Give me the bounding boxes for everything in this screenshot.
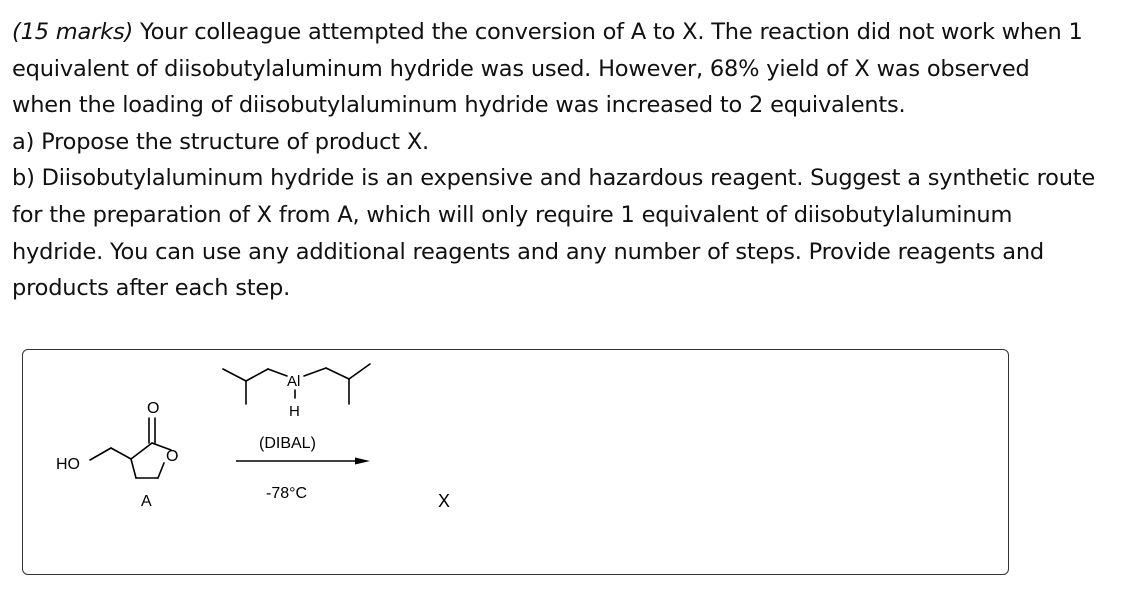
aluminum-label: Al xyxy=(287,373,301,390)
starting-material-structure xyxy=(90,418,171,478)
bond-ch2-calpha xyxy=(111,448,131,459)
hydroxyl-label: HO xyxy=(56,456,80,473)
ring-bond-5 xyxy=(131,459,136,478)
arrow-head xyxy=(355,458,370,465)
part-b-line-1: b) Diisobutylaluminum hydride is an expensive and hazardous reagent. Suggest a synthetic route xyxy=(12,165,1096,192)
ring-bond-3 xyxy=(158,463,164,478)
part-b-line-4: products after each step. xyxy=(12,275,291,302)
right-isobutyl-bond-1 xyxy=(326,368,349,379)
part-a: a) Propose the structure of product X. xyxy=(12,128,430,155)
part-b-line-3: hydride. You can use any additional reagents and any number of steps. Provide reagents and xyxy=(12,238,1044,265)
carbonyl-oxygen-label: O xyxy=(147,400,160,417)
left-isobutyl-bond-1 xyxy=(223,369,246,381)
question-intro: Your colleague attempted the conversion of A to X. The reaction did not work when 1 xyxy=(133,19,1083,45)
left-isobutyl-bond-3 xyxy=(246,369,268,381)
right-al-bond xyxy=(304,368,326,376)
part-b-line-2: for the preparation of X from A, which will only require 1 equivalent of diisobutylaluminum xyxy=(12,201,1013,228)
question-line-3: when the loading of diisobutylaluminum hydride was increased to 2 equivalents. xyxy=(12,92,906,119)
compound-a-label: A xyxy=(141,493,152,510)
reagent-name: (DIBAL) xyxy=(259,435,316,452)
reaction-arrow xyxy=(236,458,370,465)
bond-ho-ch2 xyxy=(90,448,111,460)
right-isobutyl-bond-3 xyxy=(349,364,370,379)
marks-label: (15 marks) xyxy=(12,19,134,45)
product-label: X xyxy=(438,491,451,511)
ring-bond-1 xyxy=(131,443,152,459)
ring-oxygen-label: O xyxy=(166,448,179,465)
reaction-condition: -78°C xyxy=(266,485,308,502)
question-line-2: equivalent of diisobutylaluminum hydride was used. However, 68% yield of X was observed xyxy=(12,55,1030,82)
left-al-bond xyxy=(268,369,287,376)
hydride-label: H xyxy=(289,403,300,420)
